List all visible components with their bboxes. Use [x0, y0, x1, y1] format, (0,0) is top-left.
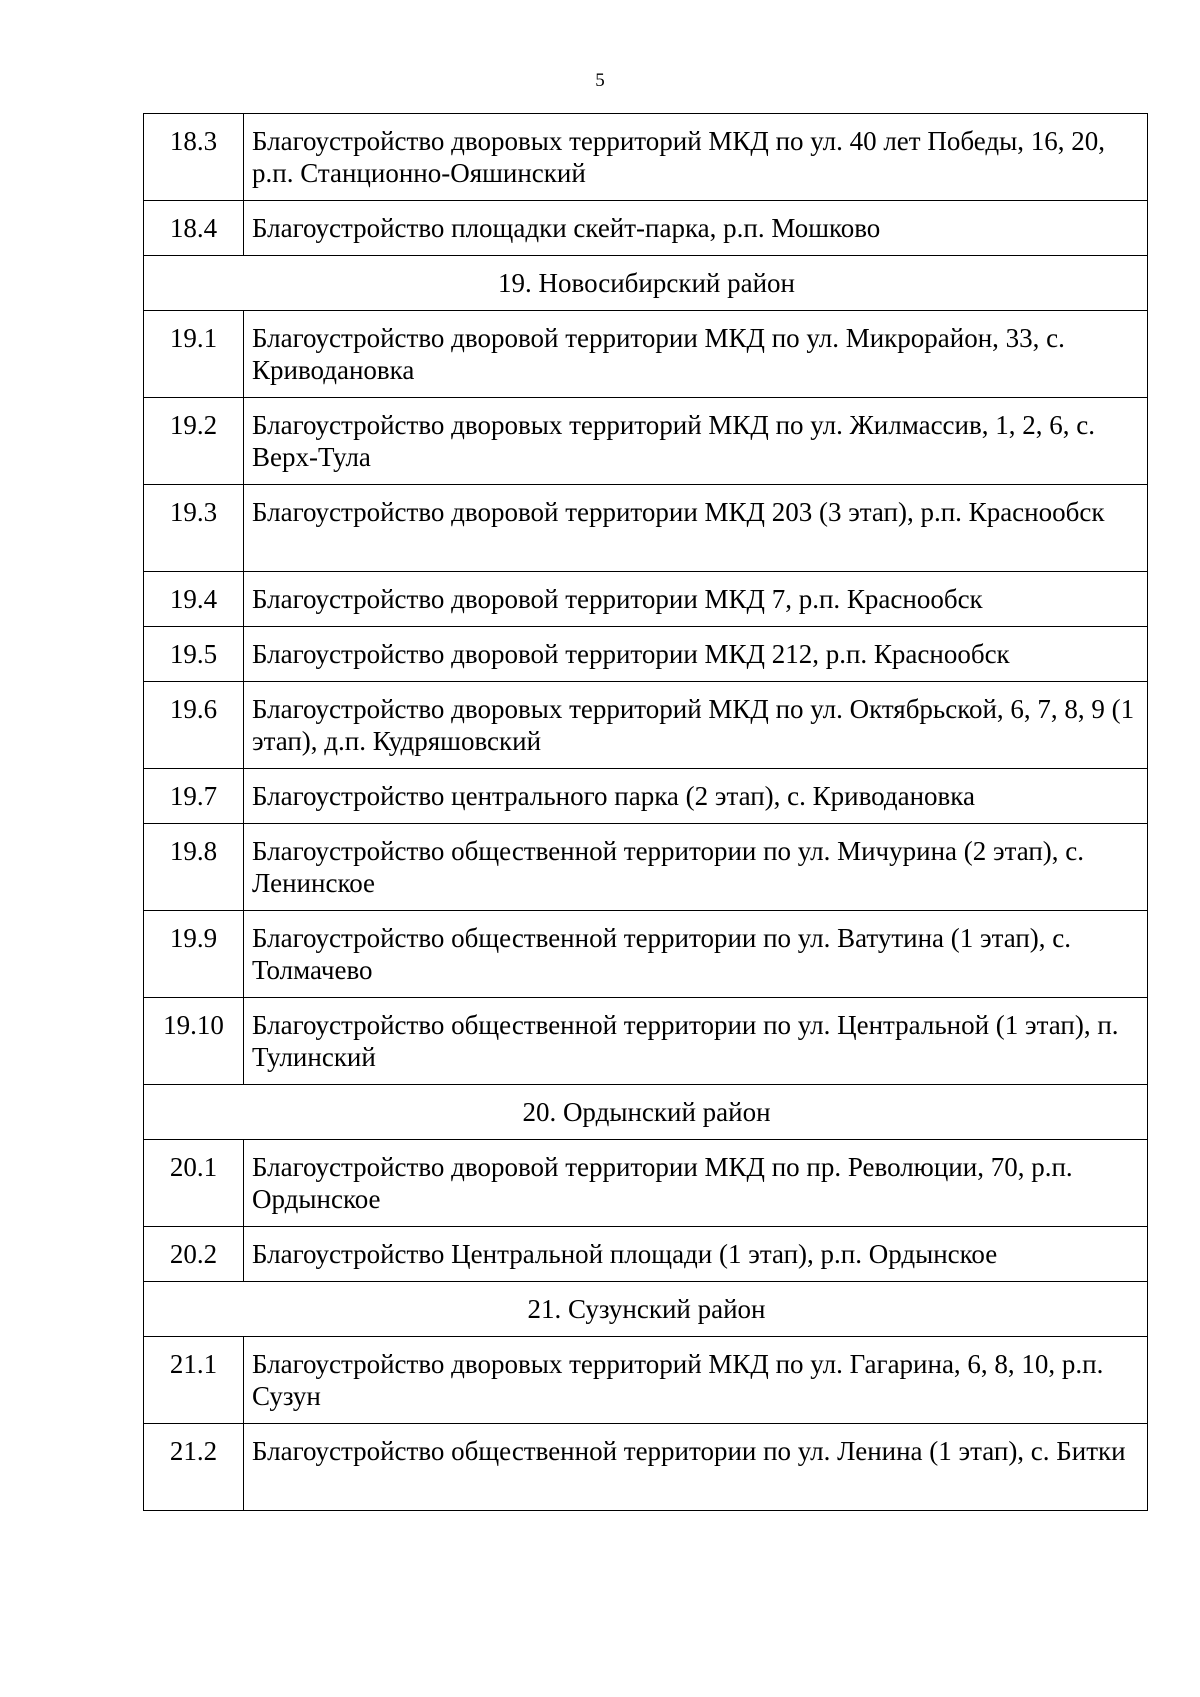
item-number: 21.1 — [144, 1337, 244, 1424]
table-row — [144, 998, 1148, 1085]
item-number: 19.2 — [144, 398, 244, 485]
item-number: 18.3 — [144, 114, 244, 201]
section-heading: 20. Ордынский район — [144, 1085, 1148, 1140]
table-row — [144, 824, 1148, 911]
section-heading: 19. Новосибирский район — [144, 256, 1148, 311]
item-number: 19.4 — [144, 572, 244, 627]
table-row — [144, 311, 1148, 398]
table-row — [144, 682, 1148, 769]
table-row — [144, 1140, 1148, 1227]
item-description: Благоустройство Центральной площади (1 этап), р.п. Ордынское — [244, 1227, 1148, 1282]
item-number: 19.9 — [144, 911, 244, 998]
table-row — [144, 1337, 1148, 1424]
table-row — [144, 201, 1148, 256]
projects-table — [143, 113, 1148, 1511]
item-description: Благоустройство дворовой территории МКД 203 (3 этап), р.п. Краснообск — [244, 485, 1148, 572]
item-number: 19.1 — [144, 311, 244, 398]
table-row — [144, 398, 1148, 485]
item-description: Благоустройство дворовой территории МКД по пр. Революции, 70, р.п. Ордынское — [244, 1140, 1148, 1227]
item-number: 19.7 — [144, 769, 244, 824]
item-description: Благоустройство общественной территории по ул. Ленина (1 этап), с. Битки — [244, 1424, 1148, 1511]
item-description: Благоустройство общественной территории по ул. Мичурина (2 этап), с. Ленинское — [244, 824, 1148, 911]
item-number: 18.4 — [144, 201, 244, 256]
item-number: 19.8 — [144, 824, 244, 911]
item-number: 19.6 — [144, 682, 244, 769]
item-number: 19.10 — [144, 998, 244, 1085]
section-heading: 21. Сузунский район — [144, 1282, 1148, 1337]
item-description: Благоустройство дворовой территории МКД 7, р.п. Краснообск — [244, 572, 1148, 627]
table-row — [144, 1424, 1148, 1511]
section-row — [144, 1085, 1148, 1140]
table-row — [144, 572, 1148, 627]
item-description: Благоустройство общественной территории по ул. Центральной (1 этап), п. Тулинский — [244, 998, 1148, 1085]
item-number: 21.2 — [144, 1424, 244, 1511]
table-row — [144, 1227, 1148, 1282]
table-row — [144, 627, 1148, 682]
table-row — [144, 485, 1148, 572]
page-number: 5 — [595, 70, 605, 91]
item-description: Благоустройство площадки скейт-парка, р.п. Мошково — [244, 201, 1148, 256]
section-row — [144, 1282, 1148, 1337]
item-description: Благоустройство дворовых территорий МКД по ул. Гагарина, 6, 8, 10, р.п. Сузун — [244, 1337, 1148, 1424]
item-number: 20.2 — [144, 1227, 244, 1282]
table-row — [144, 769, 1148, 824]
item-number: 19.5 — [144, 627, 244, 682]
item-description: Благоустройство дворовых территорий МКД по ул. Жилмассив, 1, 2, 6, с. Верх-Тула — [244, 398, 1148, 485]
item-description: Благоустройство дворовой территории МКД по ул. Микрорайон, 33, с. Криводановка — [244, 311, 1148, 398]
item-description: Благоустройство дворовой территории МКД 212, р.п. Краснообск — [244, 627, 1148, 682]
item-description: Благоустройство центрального парка (2 этап), с. Криводановка — [244, 769, 1148, 824]
table-row — [144, 911, 1148, 998]
item-description: Благоустройство дворовых территорий МКД по ул. 40 лет Победы, 16, 20, р.п. Станционно-Ояшинский — [244, 114, 1148, 201]
item-number: 19.3 — [144, 485, 244, 572]
table-row — [144, 114, 1148, 201]
section-row — [144, 256, 1148, 311]
item-description: Благоустройство дворовых территорий МКД по ул. Октябрьской, 6, 7, 8, 9 (1 этап), д.п. Кудряшовский — [244, 682, 1148, 769]
item-description: Благоустройство общественной территории по ул. Ватутина (1 этап), с. Толмачево — [244, 911, 1148, 998]
item-number: 20.1 — [144, 1140, 244, 1227]
